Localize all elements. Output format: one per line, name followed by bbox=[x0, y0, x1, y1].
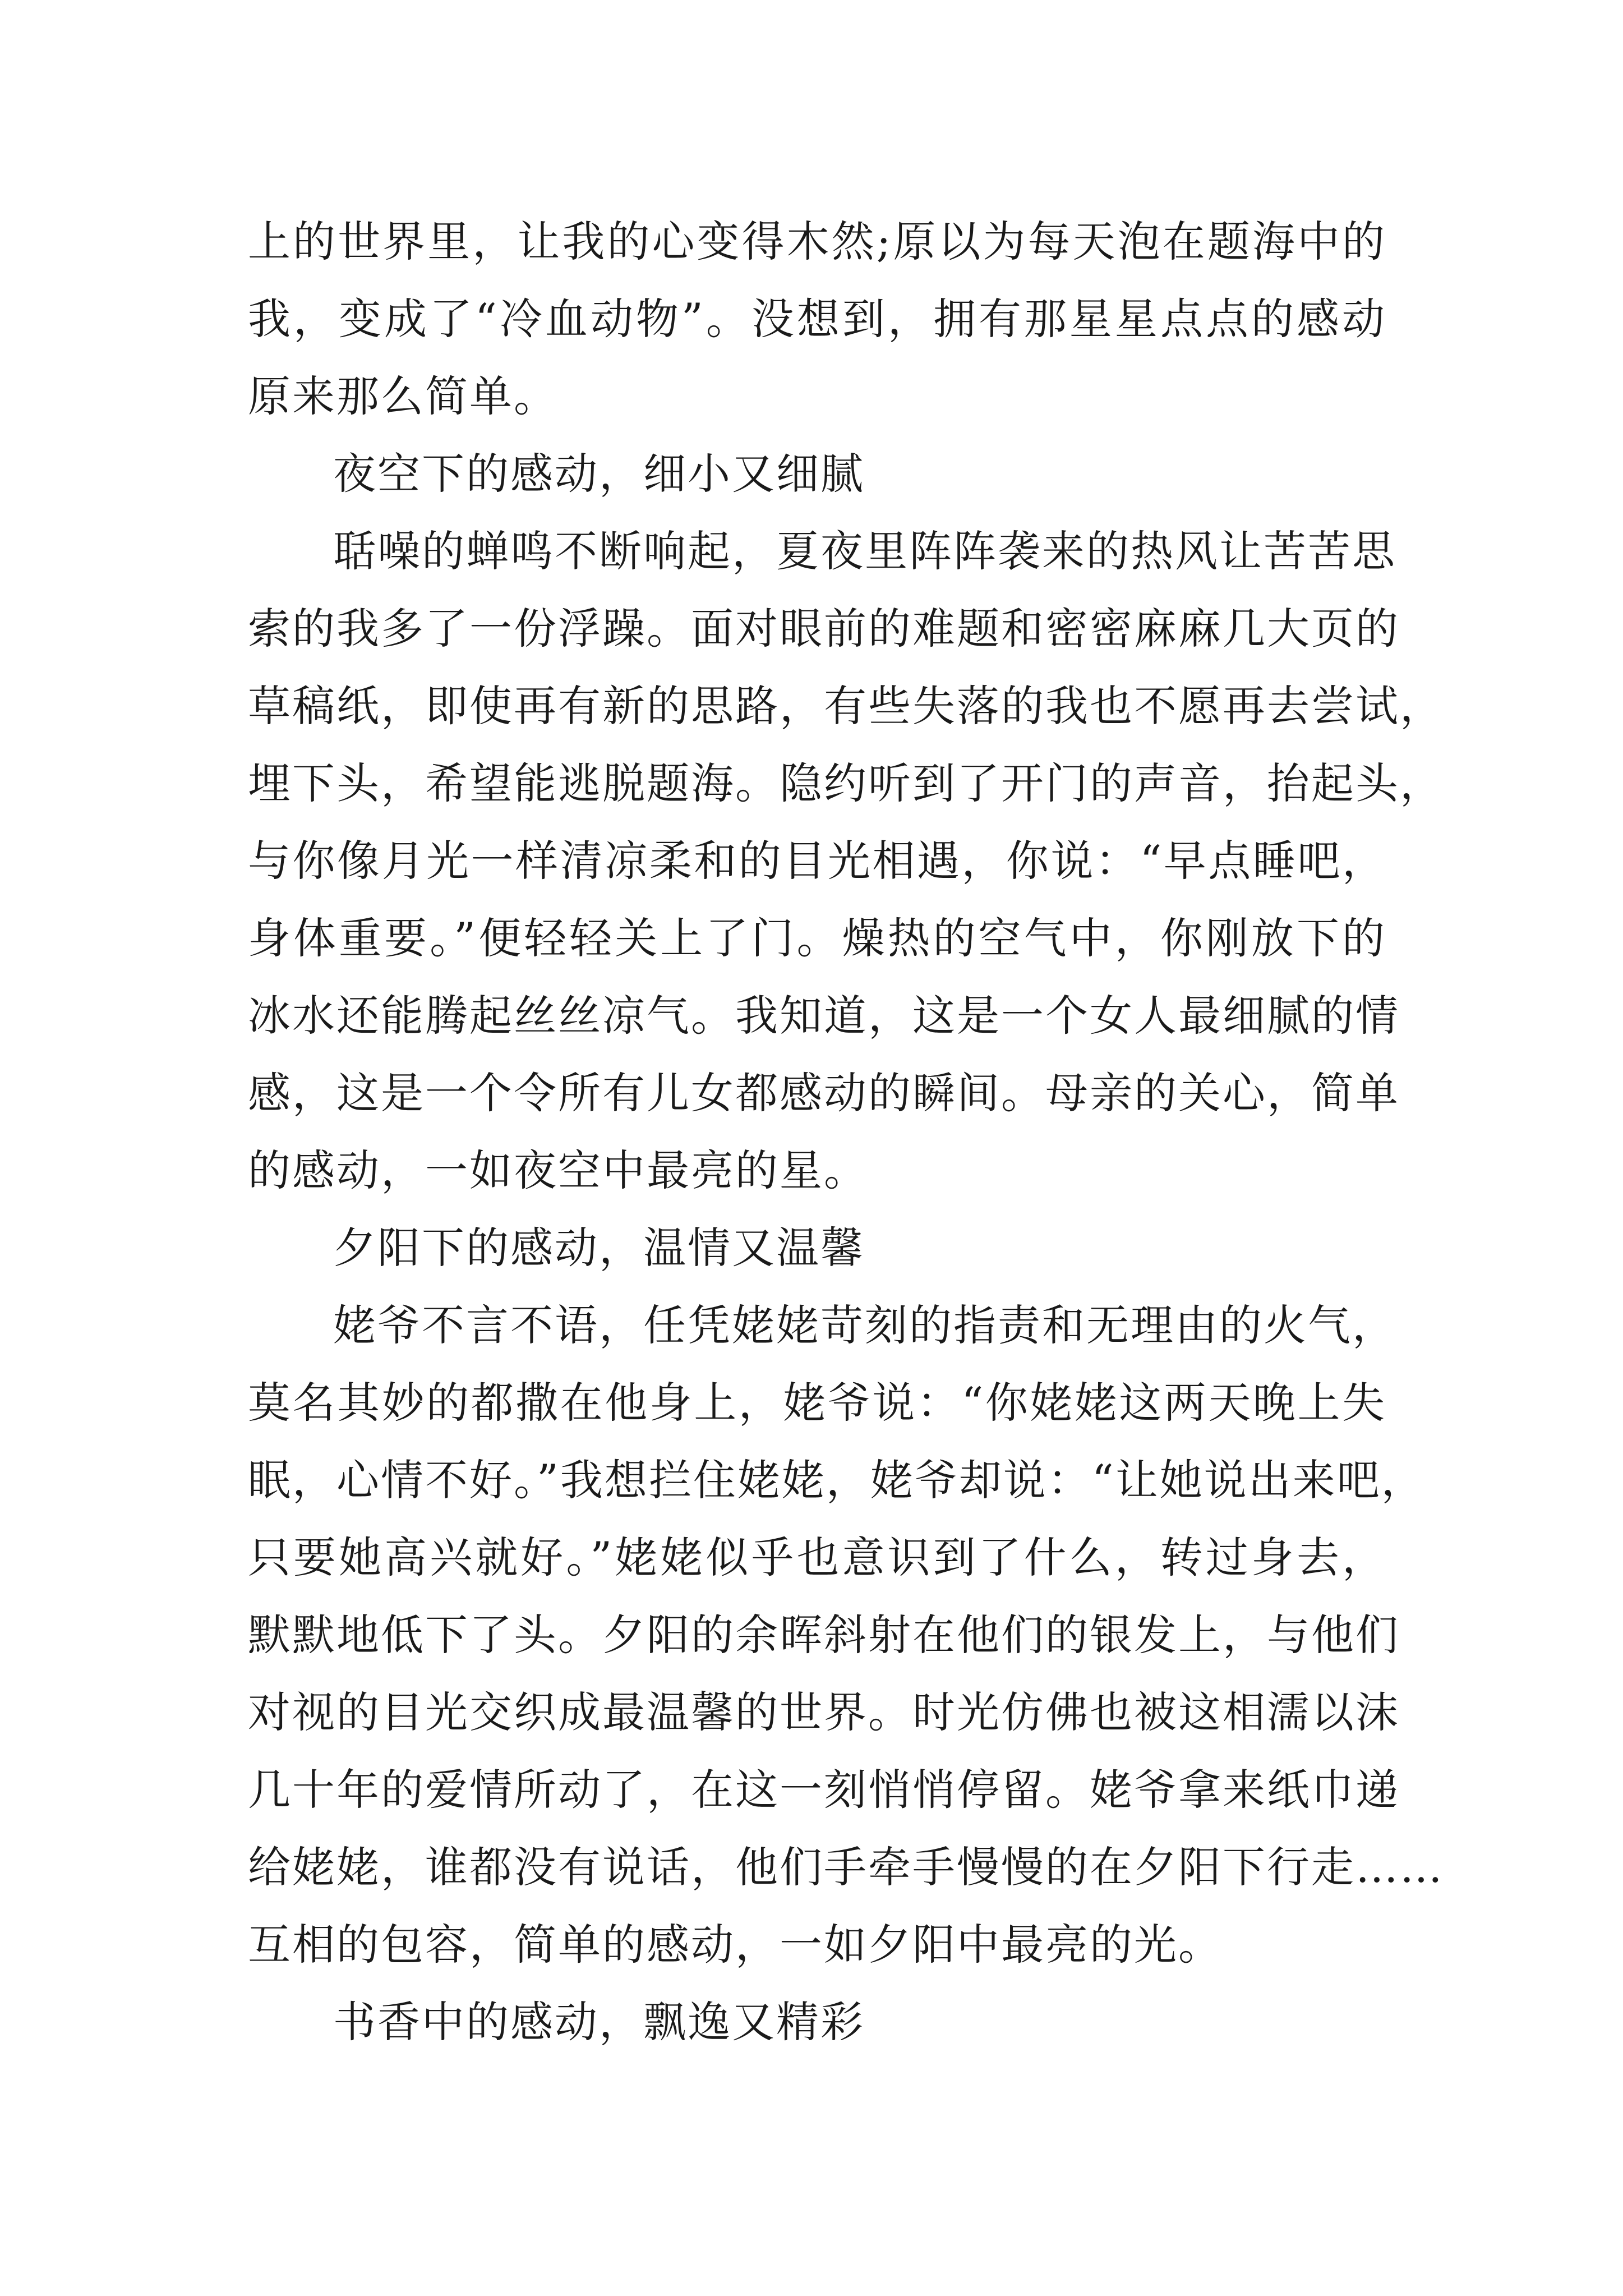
paragraph-first-line: 姥爷不言不语，任凭姥姥苛刻的指责和无理由的火气， bbox=[333, 1300, 1396, 1350]
text-line: 莫名其妙的都撒在他身上，姥爷说：“你姥姥这两天晚上失 bbox=[248, 1378, 1386, 1428]
text-line: 默默地低下了头。夕阳的余晖斜射在他们的银发上，与他们 bbox=[248, 1610, 1400, 1660]
paragraph-first-line: 夕阳下的感动，温情又温馨 bbox=[333, 1223, 865, 1273]
text-line: 的感动，一如夜空中最亮的星。 bbox=[248, 1145, 868, 1195]
paragraph-first-line: 书香中的感动，飘逸又精彩 bbox=[333, 1997, 865, 2047]
document-body bbox=[248, 203, 1444, 2061]
text-line: 感，这是一个令所有儿女都感动的瞬间。母亲的关心，简单 bbox=[248, 1068, 1400, 1118]
text-line: 给姥姥，谁都没有说话，他们手牵手慢慢的在夕阳下行走…… bbox=[248, 1842, 1444, 1892]
text-line: 眠，心情不好。”我想拦住姥姥，姥爷却说：“让她说出来吧， bbox=[248, 1455, 1426, 1505]
text-line: 原来那么简单。 bbox=[248, 371, 558, 421]
paragraph-first-line: 夜空下的感动，细小又细腻 bbox=[333, 449, 865, 499]
text-line: 埋下头，希望能逃脱题海。隐约听到了开门的声音，抬起头， bbox=[248, 758, 1444, 808]
text-line: 对视的目光交织成最温馨的世界。时光仿佛也被这相濡以沫 bbox=[248, 1687, 1400, 1737]
text-line: 互相的包容，简单的感动，一如夕阳中最亮的光。 bbox=[248, 1920, 1223, 1970]
paragraph-first-line: 聒噪的蝉鸣不断响起，夏夜里阵阵袭来的热风让苦苦思 bbox=[333, 526, 1396, 576]
text-line: 索的我多了一份浮躁。面对眼前的难题和密密麻麻几大页的 bbox=[248, 604, 1400, 654]
text-line: 只要她高兴就好。”姥姥似乎也意识到了什么，转过身去， bbox=[248, 1533, 1386, 1582]
text-line: 身体重要。”便轻轻关上了门。燥热的空气中，你刚放下的 bbox=[248, 913, 1386, 963]
text-line: 草稿纸，即使再有新的思路，有些失落的我也不愿再去尝试， bbox=[248, 681, 1444, 731]
text-line: 冰水还能腾起丝丝凉气。我知道，这是一个女人最细腻的情 bbox=[248, 991, 1400, 1041]
text-line: 几十年的爱情所动了，在这一刻悄悄停留。姥爷拿来纸巾递 bbox=[248, 1765, 1400, 1815]
text-line: 与你像月光一样清凉柔和的目光相遇，你说：“早点睡吧， bbox=[248, 836, 1386, 886]
text-line: 上的世界里，让我的心变得木然;原以为每天泡在题海中的 bbox=[248, 217, 1386, 266]
text-line: 我，变成了“冷血动物”。没想到，拥有那星星点点的感动 bbox=[248, 294, 1386, 344]
